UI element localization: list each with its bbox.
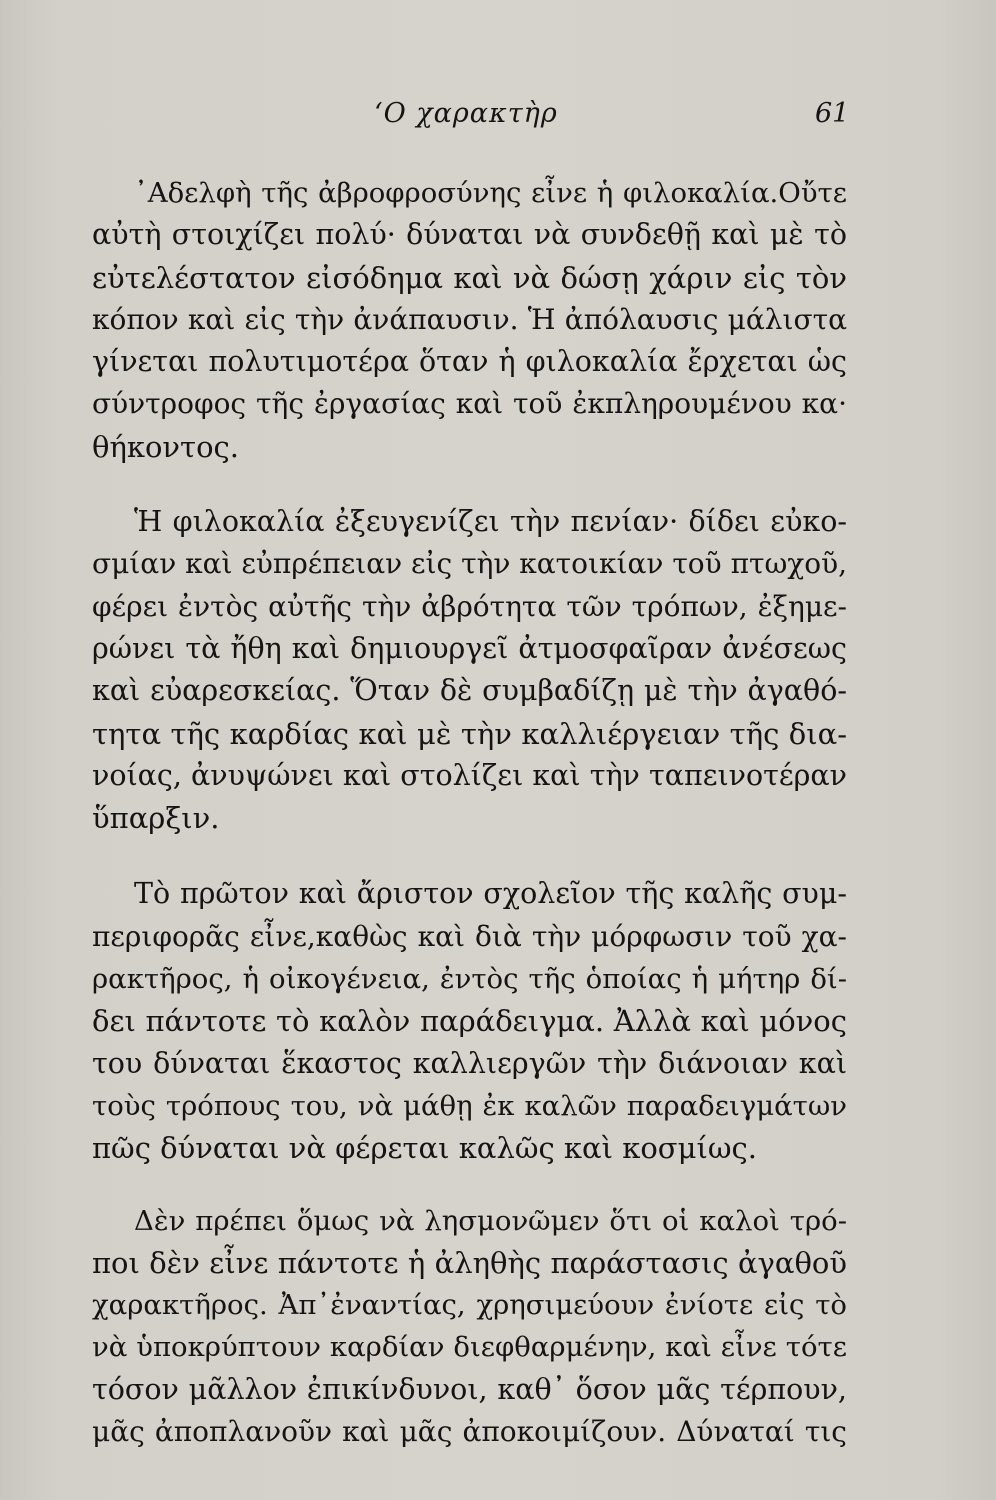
text-line: σύντροφος τῆς ἐργασίας καὶ τοῦ ἐκπληρουμένου κα·	[92, 387, 847, 421]
text-line: γίνεται πολυτιμοτέρα ὅταν ἡ φιλοκαλία ἔρχεται ὡς	[92, 345, 847, 379]
text-line: Τὸ πρῶτον καὶ ἄριστον σχολεῖον τῆς καλῆς συμ-	[134, 877, 847, 911]
text-line: σμίαν καὶ εὐπρέπειαν εἰς τὴν κατοικίαν τοῦ πτωχοῦ,	[92, 547, 848, 581]
body-text	[92, 172, 847, 1453]
text-line: καὶ εὐαρεσκείας. Ὅταν δὲ συμβαδίζῃ μὲ τὴν ἀγαθό-	[92, 674, 847, 708]
text-line: φέρει ἐντὸς αὐτῆς τὴν ἀβρότητα τῶν τρόπων, ἐξημε-	[92, 589, 847, 623]
text-line: εὐτελέστατον εἰσόδημα καὶ νὰ δώσῃ χάριν εἰς τὸν	[92, 260, 847, 295]
text-line: νοίας, ἀνυψώνει καὶ στολίζει καὶ τὴν ταπεινοτέραν	[92, 758, 847, 792]
text-line: νὰ ὑποκρύπτουν καρδίαν διεφθαρμένην, καὶ εἶνε τότε	[92, 1331, 847, 1364]
text-line: ποι δὲν εἶνε πάντοτε ἡ ἀληθὴς παράστασις ἀγαθοῦ	[92, 1245, 847, 1280]
text-line: ρώνει τὰ ἤθη καὶ δημιουργεῖ ἀτμοσφαῖραν ἀνέσεως	[92, 631, 847, 665]
text-line: περιφορᾶς εἶνε,καθὼς καὶ διὰ τὴν μόρφωσιν τοῦ χα-	[92, 919, 847, 953]
text-line: ρακτῆρος, ἡ οἰκογένεια, ἐντὸς τῆς ὁποίας ἡ μήτηρ δί-	[92, 963, 847, 996]
text-line: χαρακτῆρος. Ἀπ᾿ἐναντίας, χρησιμεύουν ἐνίοτε εἰς τὸ	[92, 1289, 847, 1322]
page-number: 61	[815, 98, 850, 129]
running-title: ‘Ο χαρακτὴρ	[374, 98, 558, 129]
text-line: δει πάντοτε τὸ καλὸν παράδειγμα. Ἀλλὰ καὶ μόνος	[92, 1004, 847, 1039]
paragraph-1	[92, 172, 847, 468]
paragraph-4	[92, 1200, 847, 1454]
text-line: κόπον καὶ εἰς τὴν ἀνάπαυσιν. Ἡ ἀπόλαυσις μάλιστα	[92, 302, 847, 336]
text-line: Ἡ φιλοκαλία ἐξευγενίζει τὴν πενίαν· δίδει εὐκο-	[134, 505, 847, 539]
text-line: ᾿Αδελφὴ τῆς ἀβροφροσύνης εἶνε ἡ φιλοκαλία.Οὔτε	[134, 177, 847, 209]
text-line: τητα τῆς καρδίας καὶ μὲ τὴν καλλιέργειαν τῆς δια-	[92, 716, 847, 751]
text-line: του δύναται ἕκαστος καλλιεργῶν τὴν διάνοιαν καὶ	[92, 1046, 847, 1080]
paragraph-2	[92, 501, 847, 839]
text-line: τόσον μᾶλλον ἐπικίνδυνοι, καθ᾿ ὅσον μᾶς τέρπουν,	[92, 1372, 847, 1406]
text-line: ὕπαρξιν.	[92, 801, 220, 836]
text-line: τοὺς τρόπους του, νὰ μάθῃ ἐκ καλῶν παραδειγμάτων	[92, 1089, 847, 1122]
running-head	[0, 98, 996, 138]
text-line: θήκοντος.	[92, 429, 240, 464]
text-line: Δὲν πρέπει ὅμως νὰ λησμονῶμεν ὅτι οἱ καλοὶ τρό-	[134, 1204, 847, 1237]
text-line: πῶς δύναται νὰ φέρεται καλῶς καὶ κοσμίως.	[92, 1131, 757, 1166]
text-line: μᾶς ἀποπλανοῦν καὶ μᾶς ἀποκοιμίζουν. Δύναταί τις	[92, 1415, 847, 1449]
text-line: αὐτὴ στοιχίζει πολύ· δύναται νὰ συνδεθῇ καὶ μὲ τὸ	[92, 218, 847, 252]
paragraph-3	[92, 873, 847, 1169]
